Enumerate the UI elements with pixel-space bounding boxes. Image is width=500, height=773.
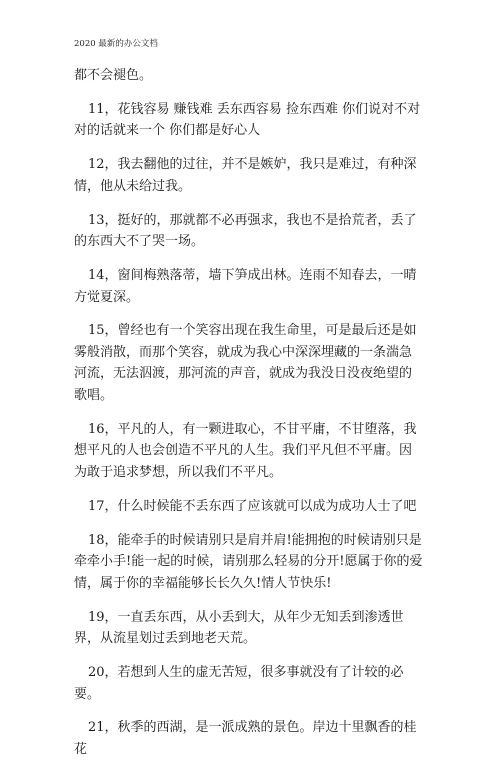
paragraph: 13，挺好的，那就都不必再强求，我也不是拾荒者，丢了的东西大不了哭一场。	[74, 212, 417, 250]
paragraph: 19，一直丢东西，从小丢到大，从年少无知丢到渗透世界，从流星划过丢到地老天荒。	[74, 609, 404, 647]
paragraph: 16，平凡的人，有一颗进取心，不甘平庸，不甘堕落，我想平凡的人也会创造不平凡的人生。我们平凡但不平庸。因为敢于追求梦想，所以我们不平凡。	[74, 421, 417, 481]
document-body	[74, 65, 424, 773]
page-header: 2020 最新的办公文档	[74, 39, 158, 49]
paragraph: 15，曾经也有一个笑容出现在我生命里，可是最后还是如雾般消散，而那个笑容，就成为我心中深深埋藏的一条湍急河流，无法泅渡，那河流的声音，就成为我没日没夜绝望的歌唱。	[74, 323, 417, 404]
paragraph: 21，秋季的西湖，是一派成熟的景色。岸边十里飘香的桂花	[74, 720, 417, 757]
paragraph: 17，什么时候能不丢东西了应该就可以成为成功人士了吧	[88, 498, 417, 514]
paragraph: 11，花钱容易 赚钱难 丢东西容易 捡东西难 你们说对不对对的话就来一个 你们都是好心人	[74, 101, 421, 139]
paragraph: 20，若想到人生的虚无苦短，很多事就没有了计较的必要。	[74, 664, 404, 702]
paragraph: 18，能牵手的时候请别只是肩并肩!能拥抱的时候请别只是牵牵小手!能一起的时候，请别那么轻易的分开!愿属于你的爱情，属于你的幸福能够长长久久!情人节快乐!	[74, 532, 423, 591]
paragraph: 14，窗间梅熟落蒂，墙下笋成出林。连雨不知春去，一晴方觉夏深。	[74, 267, 417, 305]
paragraph: 都不会褪色。	[74, 68, 153, 83]
paragraph: 12，我去翻他的过往，并不是嫉妒，我只是难过，有种深情，他从未给过我。	[74, 157, 417, 194]
